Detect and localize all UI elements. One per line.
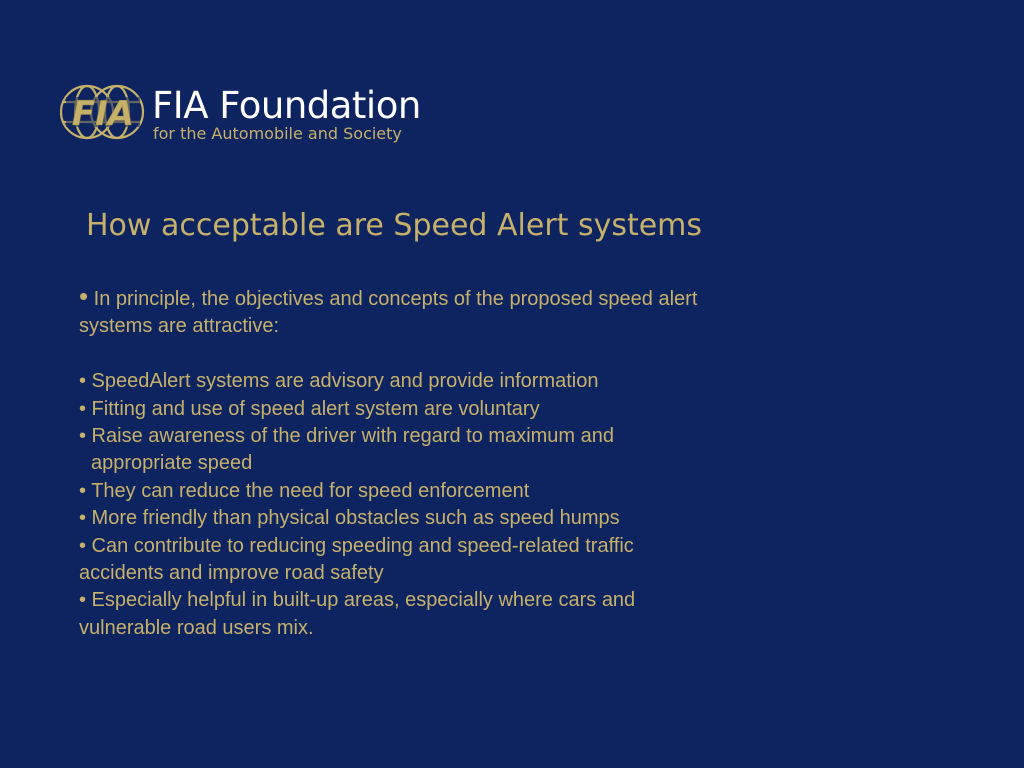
fia-foundation-logo [60,80,460,150]
spacer [79,341,839,368]
bullet-item: • Raise awareness of the driver with regard to maximum and [79,425,615,448]
logo-name: FIA Foundation [152,84,421,127]
bullet-item-continuation: appropriate speed [91,452,253,475]
bullet-item: • They can reduce the need for speed enforcement [79,479,530,502]
intro-line-1: In principle, the objectives and concepts of the proposed speed alert [88,288,698,310]
bullet-item: • Especially helpful in built-up areas, especially where cars and [79,589,636,612]
intro-paragraph [79,283,839,313]
bullet-item: • Can contribute to reducing speeding and speed-related traffic [79,534,634,557]
bullet-item: • SpeedAlert systems are advisory and provide information [79,370,599,393]
logo-tagline: for the Automobile and Society [153,124,402,143]
intro-line-2: systems are attractive: [79,315,280,338]
bullet-item: • Fitting and use of speed alert system are voluntary [79,397,540,420]
slide-title: How acceptable are Speed Alert systems [86,208,703,243]
emblem-text: FIA [71,94,135,134]
bullet-item: • More friendly than physical obstacles such as speed humps [79,507,620,530]
fia-emblem-icon [60,80,146,144]
slide-content [79,283,839,642]
bullet-item-continuation: accidents and improve road safety [79,562,384,585]
intro-bullet: • [79,281,89,311]
bullet-item-continuation: vulnerable road users mix. [79,616,314,639]
